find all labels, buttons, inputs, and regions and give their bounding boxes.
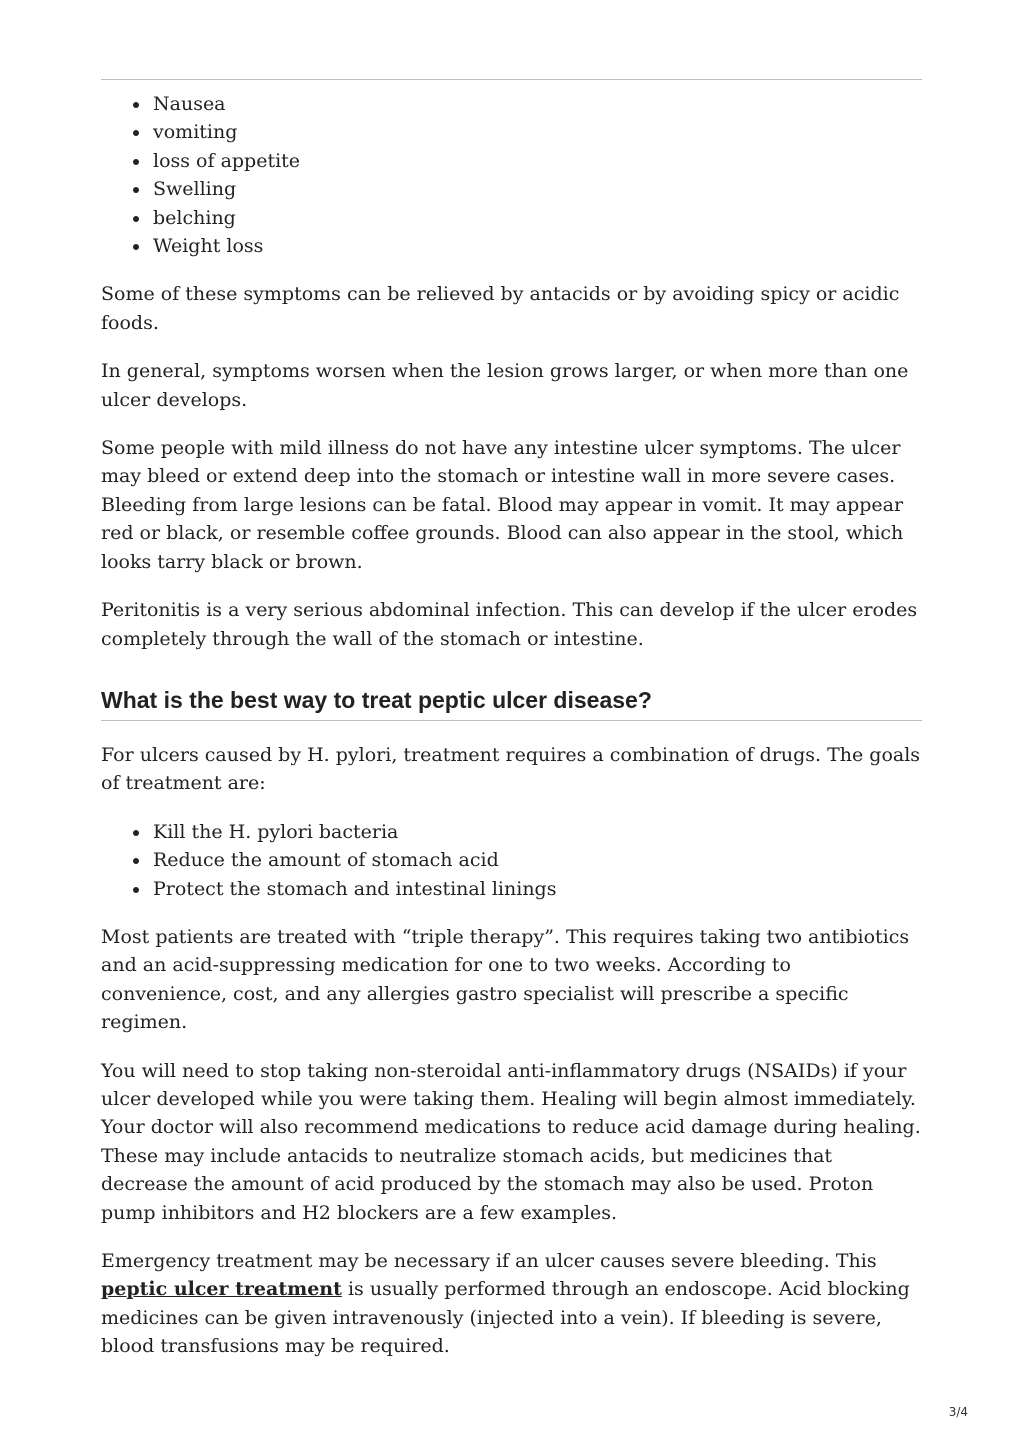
page-number: 3/4 [948,1405,968,1419]
list-item: Swelling [153,175,922,203]
symptom-list [101,90,922,260]
list-item: Nausea [153,90,922,118]
list-item: belching [153,204,922,232]
paragraph-antacids: Some of these symptoms can be relieved by antacids or by avoiding spicy or acidic foods. [101,283,900,334]
paragraph-severe-cases: Some people with mild illness do not have any intestine ulcer symptoms. The ulcer may bleed or extend deep into the stomach or intestine wall in more severe cases. Bleeding from large lesions can be fatal. Blood may appear in vomit. It may appear red or black, or resemble coffee grounds. Blood can also appear in the stool, which looks tarry black or brown. [101,437,904,573]
top-divider [101,79,922,80]
emergency-text-before: Emergency treatment may be necessary if an ulcer causes severe bleeding. This [101,1250,877,1272]
treatment-goals-list [101,818,922,903]
section-heading: What is the best way to treat peptic ulcer disease? [101,686,922,721]
paragraph-triple-therapy: Most patients are treated with “triple therapy”. This requires taking two antibiotics and an acid-suppressing medication for one to two weeks. According to convenience, cost, and any allergies gastro specialist will prescribe a specific regimen. [101,925,910,1034]
paragraph-treatment-intro: For ulcers caused by H. pylori, treatment requires a combination of drugs. The goals of treatment are: [101,743,921,795]
document-page [101,79,922,1361]
paragraph-symptoms-worsen: In general, symptoms worsen when the lesion grows larger, or when more than one ulcer develops. [101,360,909,411]
paragraph-peritonitis: Peritonitis is a very serious abdominal infection. This can develop if the ulcer erodes completely through the wall of the stomach or intestine. [101,599,918,650]
peptic-ulcer-treatment-link[interactable]: peptic ulcer treatment [101,1278,342,1301]
emergency-text-after: is usually performed through an endoscope. Acid blocking medicines can be given intravenously (injected into a vein). If bleeding is severe, blood transfusions may be required. [101,1278,910,1358]
list-item: Reduce the amount of stomach acid [153,846,922,874]
paragraph-nsaids: You will need to stop taking non-steroidal anti-inflammatory drugs (NSAIDs) if your ulcer developed while you were taking them. Healing will begin almost immediately. Your doctor will also recommend medications to reduce acid damage during healing. These may include antacids to neutralize stomach acids, but medicines that decrease the amount of acid produced by the stomach may also be used. Proton pump inhibitors and H2 blockers are a few examples. [101,1059,921,1224]
list-item: vomiting [153,118,922,146]
list-item: Protect the stomach and intestinal linings [153,875,922,903]
list-item: loss of appetite [153,147,922,175]
list-item: Weight loss [153,232,922,260]
list-item: Kill the H. pylori bacteria [153,818,922,846]
paragraph-emergency [101,1247,922,1361]
